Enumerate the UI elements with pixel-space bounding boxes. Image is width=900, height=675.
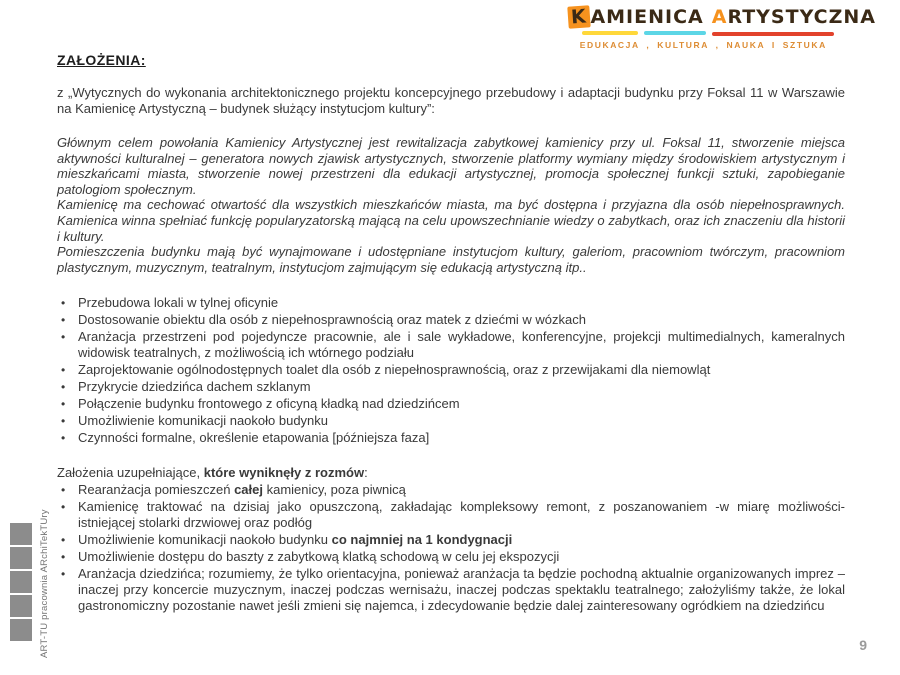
- list-item-text: Umożliwienie dostępu do baszty z zabytkową klatką schodową w celu jej ekspozycji: [78, 549, 560, 565]
- bullet-icon: •: [61, 414, 66, 429]
- assumptions-bullet-list: [57, 295, 845, 446]
- list-item: [57, 430, 845, 446]
- quote-paragraph: Głównym celem powołania Kamienicy Artystycznej jest rewitalizacja zabytkowej kamienicy przy ul. Foksal 11, stworzenie miejsca aktywności kulturalnej – generatora nowych zjawisk artystycznych, stworzenie platformy wymiany między środowiskiem artystycznym i mieszkańcami miasta, stworzenie nowej przestrzeni dla edukacji artystycznej, promocja społecznej funkcji sztuki, zapobieganie patologiom społecznym.: [57, 135, 845, 197]
- page-title: ZAŁOŻENIA:: [57, 52, 146, 68]
- list-item-text: Połączenie budynku frontowego z oficyną kładką nad dziedzińcem: [78, 396, 460, 412]
- list-item: [57, 413, 845, 429]
- logo-title: [568, 6, 876, 28]
- list-item-text: Aranżacja przestrzeni pod pojedyncze pracownie, ale i sale wykładowe, konferencyjne, projekcji multimedialnych, kameralnych widowisk teatralnych, z możliwością ich wtórnego podziału: [78, 329, 845, 361]
- bullet-icon: •: [61, 550, 66, 565]
- list-item-text: Przebudowa lokali w tylnej oficynie: [78, 295, 279, 311]
- text-segment: :: [364, 465, 368, 481]
- yellow-bar-icon: [582, 31, 638, 35]
- intro-paragraph: z „Wytycznych do wykonania architektonicznego projektu koncepcyjnego przebudowy i adaptacji budynku przy Foksal 11 w Warszawie na Kamienicę Artystyczną – budynek służący instytucjom kultury”:: [57, 85, 845, 116]
- quote-paragraph: Kamienicę ma cechować otwartość dla wszystkich mieszkańców miasta, ma być dostępna i przyjazna dla osób niepełnosprawnych. Kamienica winna spełniać funkcję popularyzatorską mającą na celu upowszechnianie wiedzy o zabytkach, oraz ich znaczeniu dla historii i kultury.: [57, 197, 845, 244]
- gray-square-icon: [10, 523, 32, 545]
- slide-content: [57, 52, 845, 615]
- list-item-text: Umożliwienie komunikacji naokoło budynku: [78, 413, 329, 429]
- bullet-icon: •: [61, 313, 66, 328]
- gray-square-icon: [10, 595, 32, 617]
- list-item: [57, 482, 845, 498]
- list-item-text: Czynności formalne, określenie etapowania [późniejsza faza]: [78, 430, 430, 446]
- supplementary-bullet-list: [57, 482, 845, 614]
- list-item: [57, 312, 845, 328]
- supplementary-assumptions-heading: [57, 465, 845, 481]
- list-item: [57, 499, 845, 531]
- list-item: [57, 396, 845, 412]
- list-item-text: Dostosowanie obiektu dla osób z niepełnosprawnością oraz matek z dziećmi w wózkach: [78, 312, 586, 328]
- list-item: [57, 549, 845, 565]
- list-item-text: Kamienicę traktować na dzisiaj jako opuszczoną, zakładając kompleksowy remont, z poszanowaniem -w miarę możliwości- istniejącej stolarki drzwiowej oraz podłóg: [78, 499, 845, 531]
- bullet-icon: •: [61, 363, 66, 378]
- logo-k-letter-icon: K: [567, 5, 590, 28]
- bullet-icon: •: [61, 567, 66, 582]
- gray-square-icon: [10, 619, 32, 641]
- logo-underline-bars: [582, 30, 876, 36]
- bullet-icon: •: [61, 330, 66, 345]
- page-number: 9: [859, 637, 867, 653]
- logo-word-kamienica: AMIENICA: [590, 6, 704, 28]
- quote-paragraph: Pomieszczenia budynku mają być wynajmowane i udostępniane instytucjom kultury, galeriom, pracowniom twórczym, pracowniom plastycznym, muzycznym, teatralnym, instytucjom zajmującym się edukacją artystyczną itp..: [57, 244, 845, 275]
- gray-square-icon: [10, 571, 32, 593]
- guidelines-quote-block: [57, 135, 845, 275]
- list-item: [57, 379, 845, 395]
- text-segment: Założenia uzupełniające,: [57, 465, 204, 481]
- logo-a-letter-icon: A: [711, 6, 728, 28]
- bullet-icon: •: [61, 500, 66, 515]
- logo-word-artystyczna: RTYSTYCZNA: [727, 6, 876, 28]
- list-item: [57, 532, 845, 548]
- list-item: [57, 329, 845, 361]
- list-item-text: Zaprojektowanie ogólnodostępnych toalet dla osób z niepełnosprawnością, oraz z przewijakami dla niemowląt: [78, 362, 711, 378]
- bullet-icon: •: [61, 533, 66, 548]
- list-item: [57, 566, 845, 614]
- red-bar-icon: [712, 32, 834, 36]
- list-item-text: Przykrycie dziedzińca dachem szklanym: [78, 379, 311, 395]
- gray-square-icon: [10, 547, 32, 569]
- sidebar-squares: [10, 523, 32, 641]
- list-item-text: Umożliwienie komunikacji naokoło budynku co najmniej na 1 kondygnacji: [78, 532, 513, 548]
- text-segment: które wyniknęły z rozmów: [203, 465, 365, 481]
- cyan-bar-icon: [644, 31, 706, 35]
- list-item-text: Aranżacja dziedzińca; rozumiemy, że tylko orientacyjna, ponieważ aranżacja ta będzie pochodną aktualnie organizowanych imprez – inaczej przy koncercie muzycznym, inaczej podczas wernisażu, inaczej podczas spektaklu teatralnego; założyliśmy także, że lokal gastronomiczny pozostanie nawet jeśli zmieni się najemca, i zdecydowanie będzie dalej zainteresowany ogródkiem na dziedzińcu: [78, 566, 845, 614]
- logo-subtitle: EDUKACJA , KULTURA , NAUKA I SZTUKA: [579, 40, 827, 50]
- list-item: [57, 295, 845, 311]
- bullet-icon: •: [61, 483, 66, 498]
- kamienica-artystyczna-logo: [568, 6, 876, 50]
- list-item: [57, 362, 845, 378]
- list-item-text: Rearanżacja pomieszczeń całej kamienicy, poza piwnicą: [78, 482, 406, 498]
- bullet-icon: •: [61, 397, 66, 412]
- bullet-icon: •: [61, 431, 66, 446]
- studio-vertical-label: ART-TU pracownia ARchiTekTUry: [39, 509, 50, 658]
- bullet-icon: •: [61, 380, 66, 395]
- bullet-icon: •: [61, 296, 66, 311]
